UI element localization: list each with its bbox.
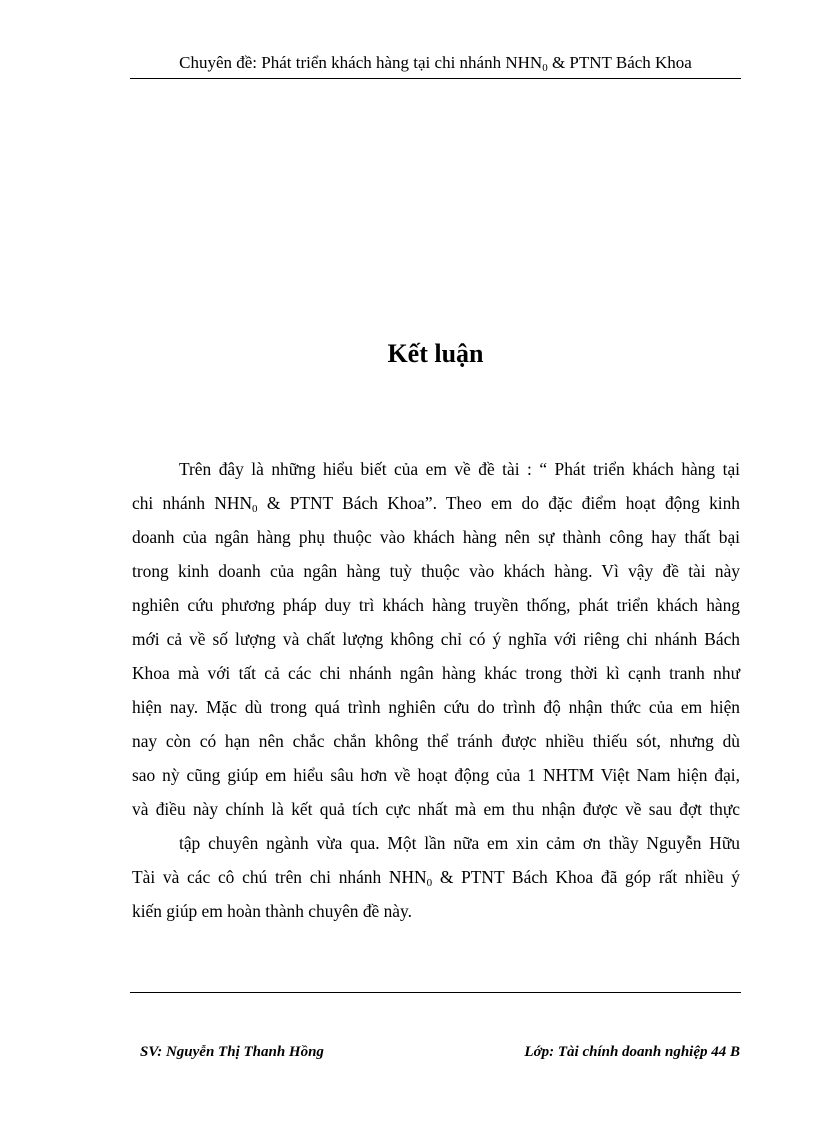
body-paragraph [132,452,740,928]
body-line: Khoa mà với tất cả các chi nhánh ngân hàng khác trong thời kì cạnh tranh như [132,663,740,683]
body-line: và điều này chính là kết quả tích cực nhất mà em thu nhận được về sau đợt thực [132,799,740,819]
body-line: kiến giúp em hoàn thành chuyên đề này. [132,901,412,921]
body-line: nay còn có hạn nên chắc chắn không thể tránh được nhiều thiếu sót, nhưng dù [132,731,740,751]
footer-divider [130,992,741,993]
body-line: mới cả về số lượng và chất lượng không chỉ có ý nghĩa với riêng chi nhánh Bách [132,629,740,649]
header-title-subscript: 0 [542,62,548,74]
body-line: tập chuyên ngành vừa qua. Một lần nữa em xin cảm ơn thầy Nguyễn Hữu [179,833,740,853]
header-title-tail: & PTNT Bách Khoa [547,53,692,72]
footer-class-name: Lớp: Tài chính doanh nghiệp 44 B [524,1044,740,1060]
body-line: Trên đây là những hiểu biết của em về đề tài : “ Phát triển khách hàng tại [179,459,740,479]
header-title: Chuyên đề: Phát triển khách hàng tại chi nhánh NHN [179,53,543,72]
header-divider [130,78,741,79]
body-line: trong kinh doanh của ngân hàng tuỳ thuộc vào khách hàng. Vì vậy đề tài này [132,561,740,581]
body-line: doanh của ngân hàng phụ thuộc vào khách hàng nên sự thành công hay thất bại [132,527,740,547]
page-header [130,52,741,74]
body-line: hiện nay. Mặc dù trong quá trình nghiên cứu do trình độ nhận thức của em hiện [132,697,740,717]
footer-student-name: SV: Nguyễn Thị Thanh Hồng [140,1044,324,1060]
body-line: Tài và các cô chú trên chi nhánh $NHN_0$ & PTNT Bách Khoa đã góp rất nhiều ý [132,867,740,889]
body-line: chi nhánh $NHN_0$ & PTNT Bách Khoa”. Theo em do đặc điểm hoạt động kinh [132,493,740,515]
page-title: Kết luận [387,339,484,368]
body-line: sao nỳ cũng giúp em hiểu sâu hơn về hoạt động của 1 NHTM Việt Nam hiện đại, [132,765,740,785]
body-line: nghiên cứu phương pháp duy trì khách hàng truyền thống, phát triển khách hàng [132,595,740,615]
